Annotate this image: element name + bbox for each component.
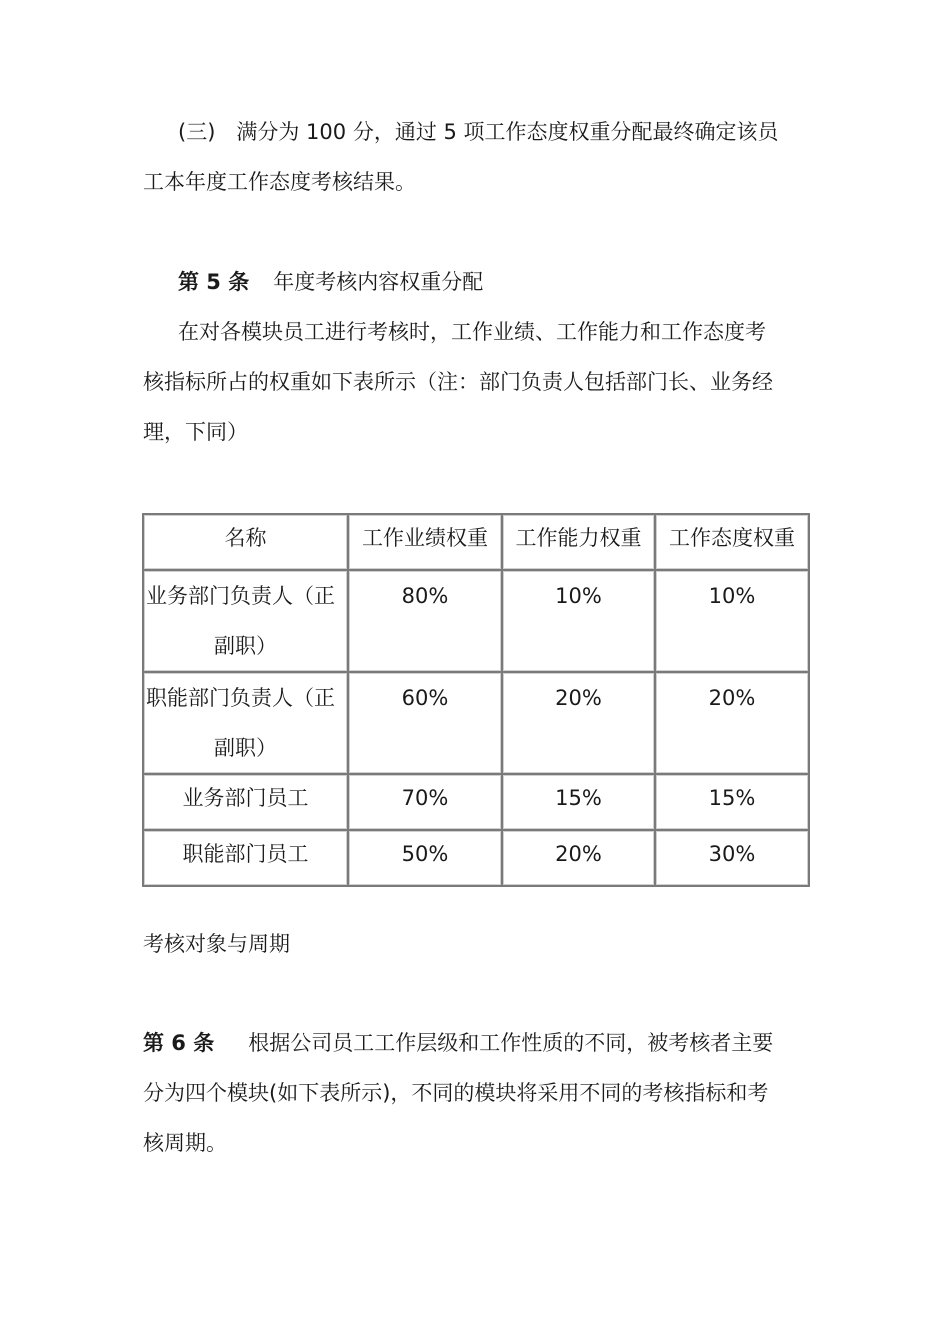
weight-table [142, 513, 810, 887]
header-attitude-weight: 工作态度权重 [655, 514, 809, 570]
row-name: 职能部门员工 [143, 830, 348, 886]
row-name-cell [143, 570, 348, 672]
row-name-cell [143, 672, 348, 774]
article-5-line-2: 核指标所占的权重如下表所示（注：部门负责人包括部门长、业务经 [143, 370, 773, 394]
article-6-label: 第 6 条 [143, 1031, 215, 1055]
row-attitude-value: 30% [655, 830, 809, 886]
article-6-text: 根据公司员工工作层级和工作性质的不同，被考核者主要 [248, 1031, 774, 1055]
row-performance-value: 70% [348, 774, 502, 830]
article-5-line-3: 理，下同） [143, 420, 248, 444]
row-name [144, 673, 347, 773]
row-name-line-1: 职能部门负责人（正 [146, 686, 335, 710]
article-5-label: 第 5 条 [178, 270, 250, 294]
paragraph-three-line-1: (三) 满分为 100 分，通过 5 项工作态度权重分配最终确定该员 [178, 120, 779, 144]
row-ability-value: 15% [502, 774, 655, 830]
header-ability-weight: 工作能力权重 [502, 514, 655, 570]
article-5-title: 年度考核内容权重分配 [273, 270, 484, 294]
row-name [144, 571, 347, 671]
table-row [143, 570, 809, 672]
row-name: 业务部门员工 [143, 774, 348, 830]
row-performance-value: 60% [348, 672, 502, 774]
row-name-line-2: 副职） [214, 736, 277, 760]
table-row [143, 830, 809, 886]
row-ability-value: 10% [502, 570, 655, 672]
row-performance-value: 50% [348, 830, 502, 886]
section-heading: 考核对象与周期 [143, 932, 290, 956]
row-attitude-value: 15% [655, 774, 809, 830]
row-attitude-value: 10% [655, 570, 809, 672]
row-attitude-value: 20% [655, 672, 809, 774]
table-row [143, 672, 809, 774]
row-name-line-2: 副职） [214, 634, 277, 658]
article-6-line-1 [143, 1029, 773, 1057]
table-row [143, 774, 809, 830]
table-header-row [143, 514, 809, 570]
article-6-line-3: 核周期。 [143, 1131, 227, 1155]
header-name: 名称 [143, 514, 348, 570]
paragraph-three-line-2: 工本年度工作态度考核结果。 [143, 170, 416, 194]
header-performance-weight: 工作业绩权重 [348, 514, 502, 570]
row-name-line-1: 业务部门负责人（正 [146, 584, 335, 608]
article-5-heading [178, 268, 483, 296]
row-performance-value: 80% [348, 570, 502, 672]
article-5-line-1: 在对各模块员工进行考核时，工作业绩、工作能力和工作态度考 [178, 320, 766, 344]
article-6-line-2: 分为四个模块(如下表所示)，不同的模块将采用不同的考核指标和考 [143, 1081, 769, 1105]
row-ability-value: 20% [502, 830, 655, 886]
row-ability-value: 20% [502, 672, 655, 774]
